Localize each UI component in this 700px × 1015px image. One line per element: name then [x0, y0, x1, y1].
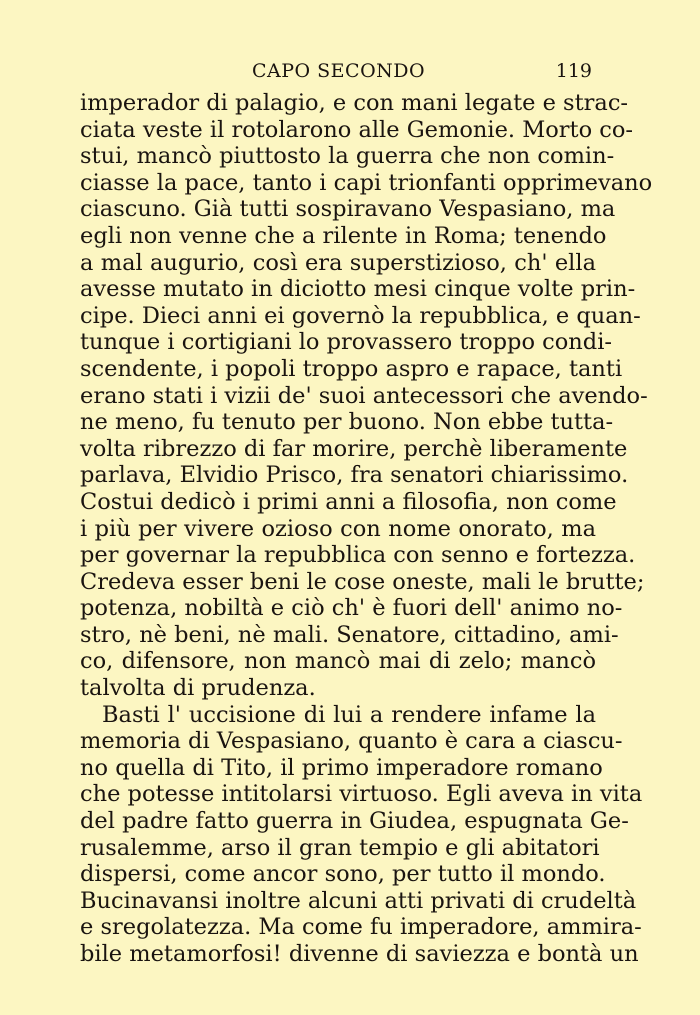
text-line: stui, mancò piuttosto la guerra che non comin- [80, 143, 615, 170]
text-line: avesse mutato in diciotto mesi cinque volte prin- [80, 276, 636, 303]
text-line: Credeva esser beni le cose oneste, mali le brutte; [80, 568, 645, 595]
text-line: erano stati i vizii de' suoi antecessori che avendo- [80, 382, 648, 409]
text-line: stro, nè beni, nè mali. Senatore, cittadino, ami- [80, 621, 619, 648]
text-line: talvolta di prudenza. [80, 675, 316, 702]
text-line: ciata veste il rotolarono alle Gemonie. Morto co- [80, 116, 634, 143]
text-line: a mal augurio, così era superstizioso, ch' ella [80, 249, 596, 276]
text-line: parlava, Elvidio Prisco, fra senatori chiarissimo. [80, 462, 629, 489]
text-line: volta ribrezzo di far morire, perchè liberamente [80, 435, 628, 462]
text-line: che potesse intitolarsi virtuoso. Egli aveva in vita [80, 781, 643, 808]
paragraph-1 [80, 90, 653, 702]
body-text [80, 90, 653, 968]
text-line: ciasse la pace, tanto i capi trionfanti opprimevano [80, 169, 653, 196]
paragraph-2 [80, 701, 643, 968]
text-line: bile metamorfosi! divenne di saviezza e bontà un [80, 941, 639, 967]
text-line: egli non venne che a rilente in Roma; tenendo [80, 222, 607, 249]
text-line: memoria di Vespasiano, quanto è cara a ciascu- [80, 728, 623, 755]
text-line: scendente, i popoli troppo aspro e rapace, tanti [80, 355, 623, 382]
text-line: tunque i cortigiani lo provassero troppo condi- [80, 329, 613, 356]
text-line: ciascuno. Già tutti sospiravano Vespasiano, ma [80, 196, 616, 223]
text-line: cipe. Dieci anni ei governò la repubblica, e quan- [80, 302, 641, 329]
text-line: Costui dedicò i primi anni a filosofia, non come [80, 488, 617, 515]
text-line: del padre fatto guerra in Giudea, espugnata Ge- [80, 808, 629, 835]
text-line: Basti l' uccisione di lui a rendere infame la [102, 701, 596, 728]
text-line: Bucinavansi inoltre alcuni atti privati di crudeltà [80, 887, 637, 914]
text-line: i più per vivere ozioso con nome onorato, ma [80, 515, 596, 542]
text-line: imperador di palagio, e con mani legate e strac- [80, 90, 629, 116]
running-title: CAPO SECONDO [252, 60, 426, 82]
page-number: 119 [555, 60, 592, 82]
text-line: co, difensore, non mancò mai di zelo; mancò [80, 648, 596, 675]
text-line: dispersi, come ancor sono, per tutto il mondo. [80, 861, 606, 888]
text-line: ne meno, fu tenuto per buono. Non ebbe tutta- [80, 409, 614, 436]
text-line: e sregolatezza. Ma come fu imperadore, ammira- [80, 914, 642, 941]
page-header [80, 60, 592, 90]
text-line: rusalemme, arso il gran tempio e gli abitatori [80, 834, 600, 861]
text-line: potenza, nobiltà e ciò ch' è fuori dell' animo no- [80, 595, 623, 622]
text-line: per governar la repubblica con senno e fortezza. [80, 542, 636, 569]
text-line: no quella di Tito, il primo imperadore romano [80, 754, 603, 781]
